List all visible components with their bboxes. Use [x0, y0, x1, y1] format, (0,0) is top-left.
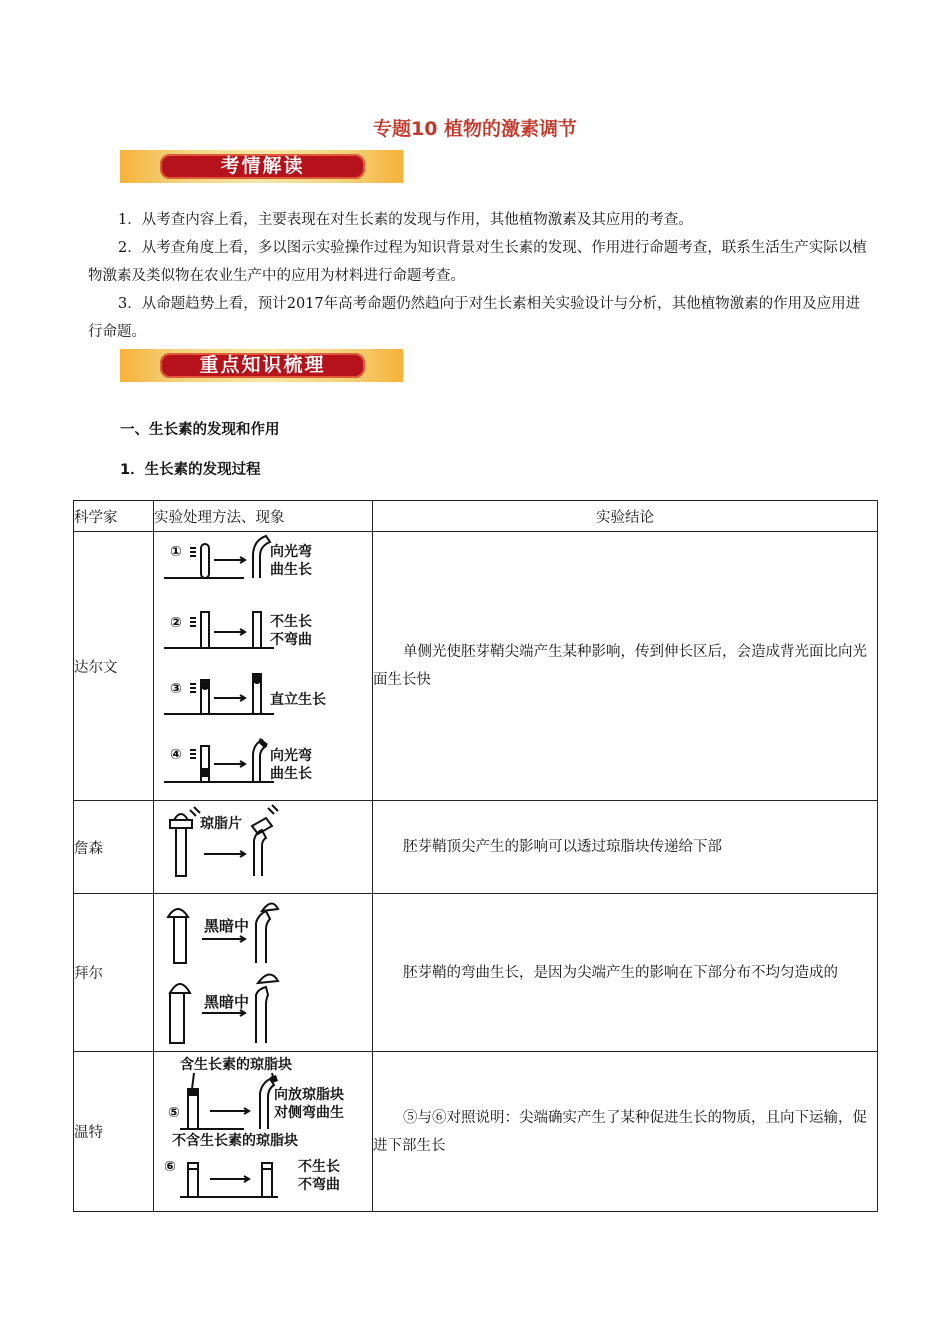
header-method: 实验处理方法、现象 — [154, 501, 373, 532]
label-dark-1: 黑暗中 — [204, 916, 250, 935]
label-w6-line1: 不生长 — [298, 1158, 340, 1175]
label-d1-line1: 向光弯 — [270, 544, 312, 560]
conclusion-text: 胚芽鞘的弯曲生长，是因为尖端产生的影响在下部分布不均匀造成的 — [403, 964, 838, 981]
section-heading: 一、生长素的发现和作用 — [120, 422, 280, 438]
table-row — [74, 532, 878, 801]
auxin-discovery-table — [73, 500, 878, 1212]
label-dark-2: 黑暗中 — [204, 992, 250, 1011]
conclusion-cell — [373, 801, 878, 894]
conclusion-cell — [373, 894, 878, 1052]
label-d4-line1: 向光弯 — [270, 748, 312, 764]
conclusion-cell — [373, 1052, 878, 1212]
experiment-figure-paal — [154, 894, 373, 1052]
label-d1-line2: 曲生长 — [270, 562, 312, 578]
circle-num-1: ① — [170, 544, 182, 560]
conclusion-text: 单侧光使胚芽鞘尖端产生某种影响，传到伸长区后，会造成背光面比向光面生长快 — [373, 644, 867, 688]
banner-label: 重点知识梳理 — [160, 353, 365, 378]
conclusion-text: 胚芽鞘顶尖产生的影响可以透过琼脂块传递给下部 — [403, 839, 722, 855]
experiment-figure-darwin — [154, 532, 373, 801]
label-w5-line2: 对侧弯曲生 — [274, 1104, 344, 1121]
scientist-cell: 詹森 — [74, 801, 154, 894]
banner-label: 考情解读 — [160, 154, 365, 179]
intro-item-3: 3．从命题趋势上看，预计2017年高考命题仍然趋向于对生长素相关实验设计与分析，其他植物激素的作用及应用进行命题。 — [88, 296, 861, 340]
intro-item-1: 1．从考查内容上看，主要表现在对生长素的发现与作用，其他植物激素及其应用的考查。 — [118, 212, 693, 228]
intro-item-2: 2．从考查角度上看，多以图示实验操作过程为知识背景对生长素的发现、作用进行命题考查，联系生活生产实际以植物激素及类似物在农业生产中的应用为材料进行命题考查。 — [88, 240, 867, 284]
scientist-cell: 达尔文 — [74, 532, 154, 801]
scientist-cell: 温特 — [74, 1052, 154, 1212]
label-d2-line1: 不生长 — [270, 614, 312, 630]
label-d3-line1: 直立生长 — [270, 692, 326, 708]
conclusion-text: ⑤与⑥对照说明：尖端确实产生了某种促进生长的物质，且向下运输，促进下部生长 — [373, 1109, 867, 1154]
went-experiment-diagram — [154, 1053, 372, 1211]
table-row — [74, 1052, 878, 1212]
header-conclusion: 实验结论 — [373, 501, 878, 532]
label-d2-line2: 不弯曲 — [270, 632, 312, 648]
jensen-experiment-diagram — [154, 802, 372, 892]
table-row — [74, 801, 878, 894]
label-without-auxin-agar: 不含生长素的琼脂块 — [172, 1132, 298, 1149]
circle-num-5: ⑤ — [168, 1104, 180, 1121]
table-header-row — [74, 501, 878, 532]
paal-experiment-diagram — [154, 895, 372, 1051]
label-w5-line1: 向放琼脂块 — [274, 1086, 344, 1103]
table-row — [74, 894, 878, 1052]
circle-num-4: ④ — [170, 747, 182, 763]
label-agar-sheet: 琼脂片 — [200, 816, 242, 832]
banner-key-knowledge — [120, 349, 403, 382]
darwin-experiment-diagram — [154, 532, 372, 800]
conclusion-cell — [373, 532, 878, 801]
circle-num-3: ③ — [170, 681, 182, 697]
circle-num-2: ② — [170, 615, 182, 631]
experiment-figure-went — [154, 1052, 373, 1212]
circle-num-6: ⑥ — [164, 1158, 176, 1175]
label-d4-line2: 曲生长 — [270, 766, 312, 782]
experiment-figure-jensen — [154, 801, 373, 894]
header-scientist: 科学家 — [74, 501, 154, 532]
banner-exam-analysis — [120, 150, 403, 183]
page-title: 专题10 植物的激素调节 — [372, 118, 578, 140]
label-w6-line2: 不弯曲 — [298, 1176, 340, 1193]
intro-paragraphs — [88, 206, 868, 346]
scientist-cell: 拜尔 — [74, 894, 154, 1052]
label-with-auxin-agar: 含生长素的琼脂块 — [180, 1056, 292, 1073]
subsection-heading: 1．生长素的发现过程 — [120, 462, 261, 478]
